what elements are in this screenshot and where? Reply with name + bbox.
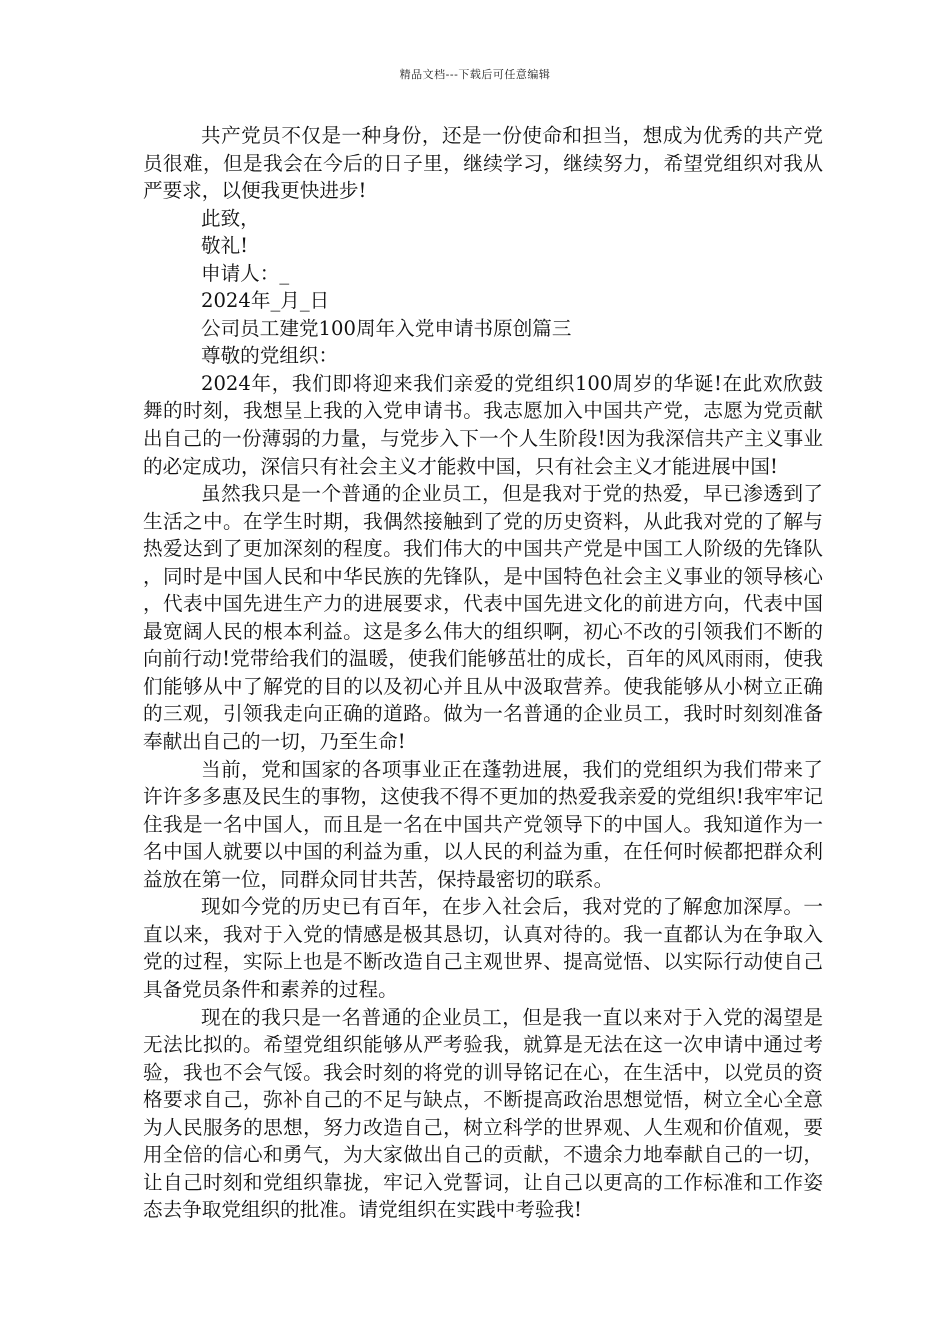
date-line: 2024年_月_日	[201, 289, 330, 313]
section-title: 公司员工建党100周年入党申请书原创篇三	[201, 316, 572, 340]
page-header: 精品文档---下载后可任意编辑	[399, 68, 551, 81]
paragraph-closing-commitment: 共产党员不仅是一种身份，还是一份使命和担当，想成为优秀的共产党员很难，但是我会在今后的日子里，继续学习，继续努力，希望党组织对我从严要求，以便我更快进步!	[143, 124, 823, 203]
document-body	[143, 122, 823, 1224]
paragraph-intro: 2024年，我们即将迎来我们亲爱的党组织100周岁的华诞!在此欢欣鼓舞的时刻，我想呈上我的入党申请书。我志愿加入中国共产党，志愿为党贡献出自己的一份薄弱的力量，与党步入下一个人生阶段!因为我深信共产主义事业的必定成功，深信只有社会主义才能救中国，只有社会主义才能进展中国!	[143, 371, 823, 478]
paragraph-current-development: 当前，党和国家的各项事业正在蓬勃进展，我们的党组织为我们带来了许许多多惠及民生的事物，这使我不得不更加的热爱我亲爱的党组织!我牢牢记住我是一名中国人，而且是一名在中国共产党领导下的中国人。我知道作为一名中国人就要以中国的利益为重，以人民的利益为重，在任何时候都把群众利益放在第一位，同群众同甘共苦，保持最密切的联系。	[143, 757, 823, 891]
paragraph-love-for-party: 虽然我只是一个普通的企业员工，但是我对于党的热爱，早已渗透到了生活之中。在学生时期，我偶然接触到了党的历史资料，从此我对党的了解与热爱达到了更加深刻的程度。我们伟大的中国共产党是中国工人阶级的先锋队，同时是中国人民和中华民族的先锋队，是中国特色社会主义事业的领导核心，代表中国先进生产力的进展要求，代表中国先进文化的前进方向，代表中国最宽阔人民的根本利益。这是多么伟大的组织啊，初心不改的引领我们不断的向前行动!党带给我们的温暖，使我们能够茁壮的成长，百年的风风雨雨，使我们能够从中了解党的目的以及初心并且从中汲取营养。使我能够从小树立正确的三观，引领我走向正确的道路。做为一名普通的企业员工，我时时刻刻准备奉献出自己的一切，乃至生命!	[143, 482, 823, 754]
paragraph-century-history: 现如今党的历史已有百年，在步入社会后，我对党的了解愈加深厚。一直以来，我对于入党的情感是极其恳切，认真对待的。我一直都认为在争取入党的过程，实际上也是不断改造自己主观世界、提高觉悟、以实际行动使自己具备党员条件和素养的过程。	[143, 895, 823, 1001]
greeting-line: 尊敬的党组织：	[201, 344, 339, 368]
applicant-line: 申请人：_	[201, 261, 290, 285]
paragraph-aspiration: 现在的我只是一名普通的企业员工，但是我一直以来对于入党的渴望是无法比拟的。希望党组织能够从严考验我，就算是无法在这一次申请中通过考验，我也不会气馁。我会时刻的将党的训导铭记在心，在生活中，以党员的资格要求自己，弥补自己的不足与缺点，不断提高政治思想觉悟，树立全心全意为人民服务的思想，努力改造自己，树立科学的世界观、人生观和价值观，要用全倍的信心和勇气，为大家做出自己的贡献，不遗余力地奉献自己的一切，让自己时刻和党组织靠拢，牢记入党誓词，让自己以更高的工作标准和工作姿态去争取党组织的批准。请党组织在实践中考验我!	[143, 1005, 823, 1222]
salutation-jingli: 敬礼!	[201, 234, 249, 258]
salutation-cizhi: 此致，	[201, 206, 260, 230]
